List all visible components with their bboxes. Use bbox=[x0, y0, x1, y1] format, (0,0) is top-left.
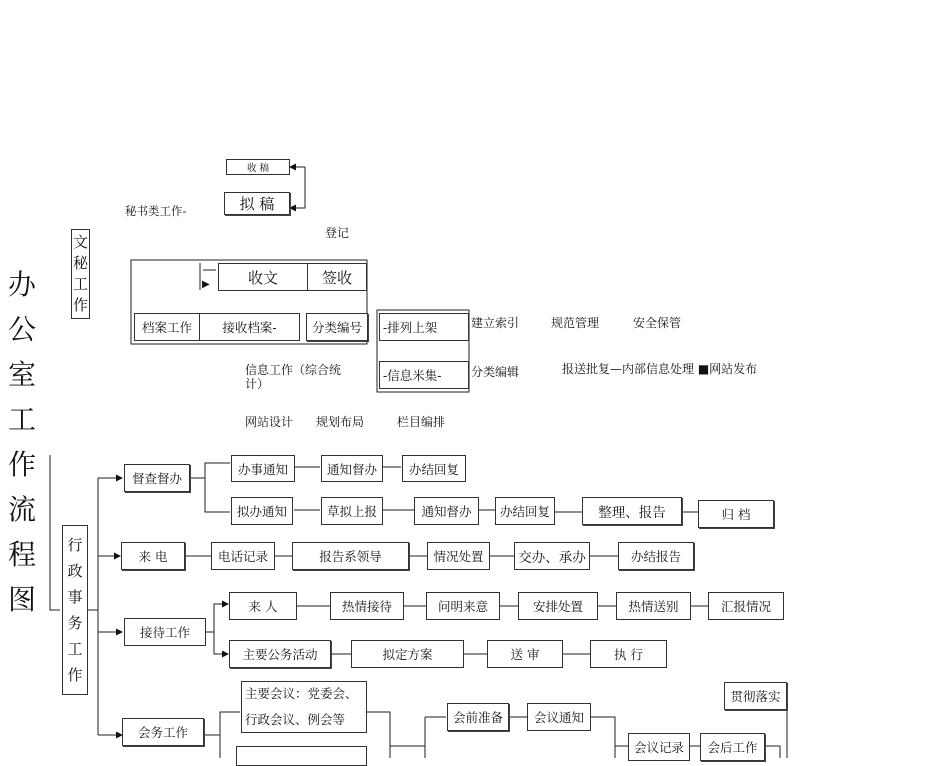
jiaoban-chengban-box: 交办、承办 bbox=[514, 542, 590, 570]
guidang-box: 归 档 bbox=[698, 500, 774, 528]
xinxi-label: 信息工作（综合统计） bbox=[245, 363, 342, 391]
arrow-icon: ▶ bbox=[202, 279, 210, 290]
jianli-label: 建立索引 bbox=[471, 316, 520, 330]
guifan-label: 规范管理 bbox=[551, 316, 600, 330]
dangan-box: 档案工作 bbox=[134, 313, 200, 341]
shougao-box: 收 稿 bbox=[226, 159, 290, 175]
zhengli-baogao-box: 整理、报告 bbox=[582, 497, 682, 525]
reqing-songbie-box: 热情送别 bbox=[616, 592, 691, 620]
ducha-box: 督查督办 bbox=[124, 464, 190, 492]
title-char: 程 bbox=[7, 538, 36, 571]
huiyi-line-2: 行政会议、例会等 bbox=[245, 712, 346, 727]
title-char: 作 bbox=[7, 448, 36, 481]
qingkuang-chuzhi-box: 情况处置 bbox=[427, 542, 490, 570]
label-char: 政 bbox=[67, 562, 83, 580]
label-char: 文 bbox=[72, 233, 88, 251]
banjie-huifu-box-2: 办结回复 bbox=[495, 497, 555, 525]
baogao-lingdao-box: 报告系领导 bbox=[292, 542, 409, 570]
title-char: 办 bbox=[7, 268, 36, 301]
label-char: 工 bbox=[67, 640, 83, 658]
label-char: 务 bbox=[67, 614, 83, 632]
dianhua-jilu-box: 电话记录 bbox=[211, 542, 275, 570]
pailie-box: -排列上架 bbox=[379, 313, 469, 341]
banjie-huifu-box: 办结回复 bbox=[402, 455, 466, 482]
reqing-jiedai-box: 热情接待 bbox=[330, 592, 404, 620]
songshen-box: 送 审 bbox=[487, 640, 563, 668]
huiyi-jilu-box: 会议记录 bbox=[628, 733, 690, 761]
niding-fangan-box: 拟定方案 bbox=[351, 640, 464, 668]
banjie-baogao-box: 办结报告 bbox=[618, 542, 694, 570]
label-char: 工 bbox=[72, 275, 88, 293]
gongwu-huodong-box: 主要公务活动 bbox=[229, 640, 331, 668]
huiwu-box: 会务工作 bbox=[122, 718, 204, 746]
huiqian-box: 会前准备 bbox=[447, 703, 509, 731]
xingzheng-work-label bbox=[62, 525, 88, 695]
wangzhan-label: 网站设计 bbox=[245, 415, 294, 429]
label-char: 事 bbox=[67, 588, 83, 606]
title-char: 室 bbox=[7, 358, 36, 391]
huiyi-line-1: 主要会议：党委会、 bbox=[245, 686, 358, 701]
title-char: 流 bbox=[7, 493, 36, 526]
title-char: 公 bbox=[7, 313, 36, 346]
tongzhi-duban-box: 通知督办 bbox=[321, 455, 383, 482]
baosong-label: 报送批复—内部信息处理 ■网站发布 bbox=[562, 362, 758, 376]
wenming-laiyi-box: 问明来意 bbox=[426, 592, 500, 620]
huihou-box: 会后工作 bbox=[700, 733, 765, 761]
wenmi-work-label bbox=[71, 229, 90, 319]
label-char: 秘 bbox=[72, 254, 88, 272]
laidian-box: 来 电 bbox=[121, 542, 185, 570]
lanmu-label: 栏目编排 bbox=[397, 415, 446, 429]
niban-tongzhi-box: 拟办通知 bbox=[231, 497, 293, 525]
huiyi-sub-box bbox=[236, 746, 367, 766]
shouwen-box: 收文 bbox=[218, 263, 307, 291]
title-char: 图 bbox=[7, 583, 36, 616]
label-char: 作 bbox=[72, 296, 88, 314]
label-char: 行 bbox=[67, 536, 83, 554]
chart-title bbox=[2, 262, 42, 622]
zhixing-box: 执 行 bbox=[590, 640, 667, 668]
title-char: 工 bbox=[7, 403, 36, 436]
banshi-tongzhi-box: 办事通知 bbox=[231, 455, 295, 482]
huibao-qingkuang-box: 汇报情况 bbox=[708, 592, 784, 620]
lairen-box: 来 人 bbox=[229, 592, 297, 620]
tongzhi-duban-box-2: 通知督办 bbox=[414, 497, 479, 525]
label-char: 作 bbox=[67, 666, 83, 684]
anquan-label: 安全保管 bbox=[633, 316, 682, 330]
dengji-label: 登记 bbox=[325, 226, 350, 240]
fenlei-box: 分类编号 bbox=[306, 313, 368, 341]
fenleibj-label: 分类编辑 bbox=[471, 365, 520, 379]
nigao-box: 拟 稿 bbox=[224, 192, 290, 215]
guihua-label: 规划布局 bbox=[316, 415, 365, 429]
huiyi-main-box bbox=[241, 681, 367, 733]
jiedai-box: 接待工作 bbox=[124, 618, 206, 646]
huiyi-tongzhi-box: 会议通知 bbox=[527, 703, 591, 731]
guanche-box: 贯彻落实 bbox=[724, 682, 787, 710]
qianshou-box: 签收 bbox=[307, 263, 367, 291]
mishu-work-label: 秘书类工作- bbox=[125, 204, 187, 218]
jieshou-box: 接收档案- bbox=[200, 313, 300, 341]
caoni-shangbao-box: 草拟上报 bbox=[321, 497, 383, 525]
caiji-box: -信息米集- bbox=[379, 361, 469, 389]
anpai-chuzhi-box: 安排处置 bbox=[518, 592, 598, 620]
